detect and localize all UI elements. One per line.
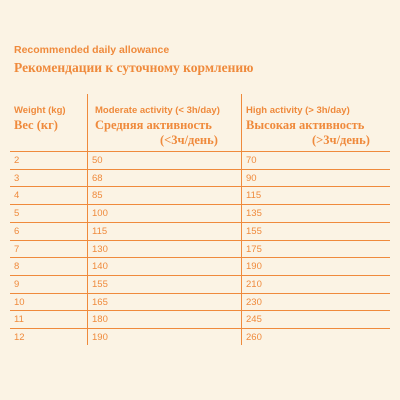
high-cell: 90 bbox=[246, 172, 257, 184]
high-cell: 230 bbox=[246, 296, 262, 308]
high-cell: 70 bbox=[246, 155, 257, 166]
high-cell: 135 bbox=[246, 208, 262, 220]
row-divider bbox=[10, 204, 390, 205]
row-divider bbox=[10, 222, 390, 223]
weight-cell: 2 bbox=[14, 155, 20, 166]
header-weight-en: Weight (kg) bbox=[14, 105, 66, 116]
header-moderate-en: Moderate activity (< 3h/day) bbox=[95, 105, 220, 116]
row-divider bbox=[10, 240, 390, 241]
weight-cell: 7 bbox=[14, 243, 20, 255]
row-divider bbox=[10, 293, 390, 294]
row-divider bbox=[10, 275, 390, 276]
title-ru: Рекомендации к суточному кормлению bbox=[14, 60, 254, 75]
weight-cell: 8 bbox=[14, 261, 20, 273]
weight-cell: 6 bbox=[14, 225, 20, 237]
moderate-cell: 180 bbox=[92, 314, 108, 326]
header-high-en: High activity (> 3h/day) bbox=[246, 105, 350, 116]
row-divider bbox=[10, 186, 390, 187]
header-moderate-ru-note: (<3ч/день) bbox=[160, 133, 218, 147]
moderate-cell: 155 bbox=[92, 278, 108, 290]
header-weight-ru: Вес (кг) bbox=[14, 118, 58, 132]
high-cell: 210 bbox=[246, 278, 262, 290]
weight-cell: 5 bbox=[14, 208, 20, 220]
high-cell: 245 bbox=[246, 314, 262, 326]
header-high-ru: Высокая активность bbox=[246, 118, 365, 132]
weight-cell: 3 bbox=[14, 172, 20, 184]
moderate-cell: 100 bbox=[92, 208, 108, 220]
moderate-cell: 140 bbox=[92, 261, 108, 273]
header-moderate-ru: Средняя активность bbox=[95, 118, 212, 132]
high-cell: 260 bbox=[246, 332, 262, 343]
weight-cell: 10 bbox=[14, 296, 25, 308]
high-cell: 115 bbox=[246, 190, 262, 202]
high-cell: 190 bbox=[246, 261, 262, 273]
weight-cell: 4 bbox=[14, 190, 20, 202]
high-cell: 155 bbox=[246, 225, 262, 237]
row-divider bbox=[10, 169, 390, 170]
moderate-cell: 190 bbox=[92, 332, 108, 343]
moderate-cell: 165 bbox=[92, 296, 108, 308]
weight-cell: 12 bbox=[14, 332, 25, 343]
moderate-cell: 68 bbox=[92, 172, 103, 184]
row-divider bbox=[10, 257, 390, 258]
column-divider bbox=[241, 94, 242, 345]
moderate-cell: 50 bbox=[92, 155, 103, 166]
moderate-cell: 85 bbox=[92, 190, 103, 202]
header-high-ru-note: (>3ч/день) bbox=[312, 133, 370, 147]
high-cell: 175 bbox=[246, 243, 262, 255]
title-en: Recommended daily allowance bbox=[14, 44, 170, 56]
moderate-cell: 115 bbox=[92, 225, 108, 237]
row-divider bbox=[10, 328, 390, 329]
row-divider bbox=[10, 151, 390, 152]
weight-cell: 11 bbox=[14, 314, 24, 326]
column-divider bbox=[87, 94, 88, 345]
weight-cell: 9 bbox=[14, 278, 20, 290]
feeding-table bbox=[10, 94, 390, 347]
row-divider bbox=[10, 310, 390, 311]
moderate-cell: 130 bbox=[92, 243, 108, 255]
